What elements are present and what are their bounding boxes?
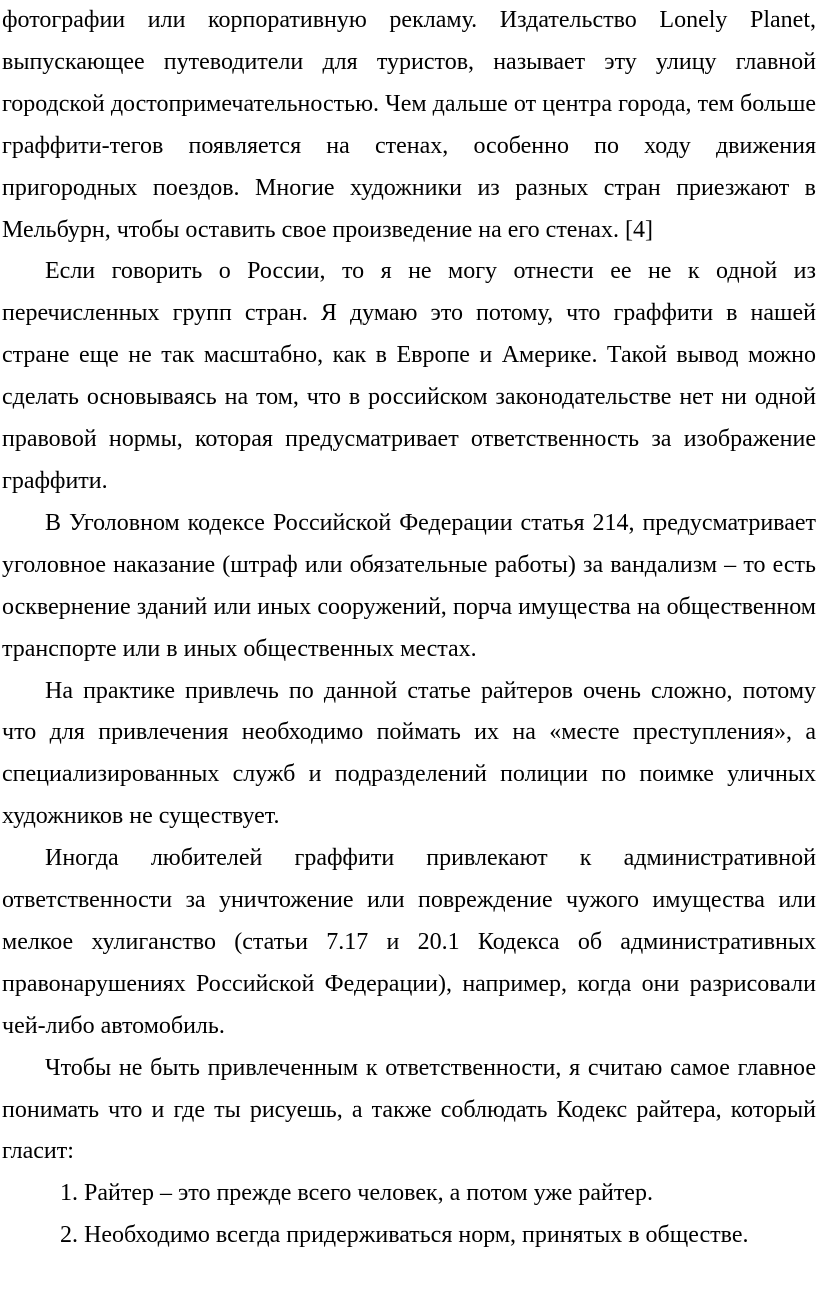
list-item-1: 1. Райтер – это прежде всего человек, а потом уже райтер. [60, 1180, 653, 1207]
paragraph-practice: На практике привлечь по данной статье райтеров очень сложно, потому что для привлечения необходимо поймать их на «месте преступления», а специализированных служб и подразделений полиции по поимке уличных художников не существует. [2, 677, 816, 830]
paragraph-writer-code-intro: Чтобы не быть привлеченным к ответственности, я считаю самое главное понимать что и где ты рисуешь, а также соблюдать Кодекс райтера, который гласит: [2, 1054, 816, 1165]
paragraph-melbourne: фотографии или корпоративную рекламу. Издательство Lonely Planet, выпускающее путеводители для туристов, называет эту улицу главной городской достопримечательностью. Чем дальше от центра города, тем больше граффити-тегов появляется на стенах, особенно по ходу движения пригородных поездов. Многие художники из разных стран приезжают в Мельбурн, чтобы оставить свое произведение на его стенах. [4] [2, 7, 816, 243]
list-item-2: 2. Необходимо всегда придерживаться норм, принятых в обществе. [60, 1222, 749, 1249]
paragraph-russia: Если говорить о России, то я не могу отнести ее не к одной из перечисленных групп стран. Я думаю это потому, что граффити в нашей стране еще не так масштабно, как в Европе и Америке. Такой вывод можно сделать основываясь на том, что в российском законодательстве нет ни одной правовой нормы, которая предусматривает ответственность за изображение граффити. [2, 258, 816, 494]
paragraph-criminal-code: В Уголовном кодексе Российской Федерации статья 214, предусматривает уголовное наказание (штраф или обязательные работы) за вандализм – то есть осквернение зданий или иных сооружений, порча имущества на общественном транспорте или в иных общественных местах. [2, 509, 816, 662]
paragraph-administrative: Иногда любителей граффити привлекают к административной ответственности за уничтожение или повреждение чужого имущества или мелкое хулиганство (статьи 7.17 и 20.1 Кодекса об административных правонарушениях Российской Федерации), например, когда они разрисовали чей-либо автомобиль. [2, 845, 816, 1039]
